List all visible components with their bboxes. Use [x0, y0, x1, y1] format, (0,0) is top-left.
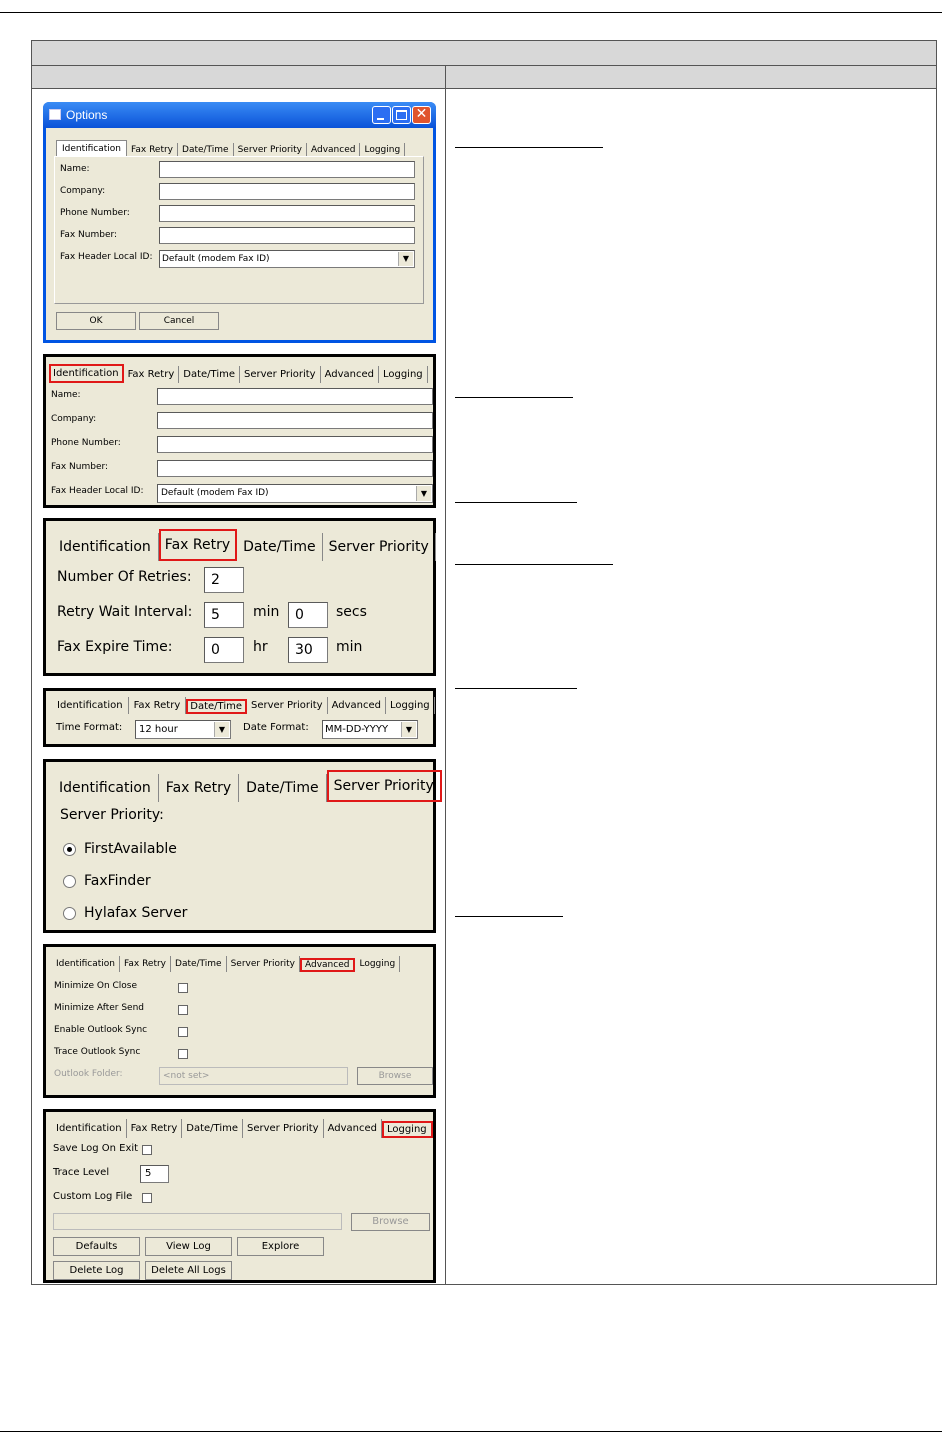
- fax-header-value: Default (modem Fax ID): [162, 254, 270, 264]
- server-priority-tabstrip: [52, 766, 442, 802]
- fax-header-value: Default (modem Fax ID): [161, 488, 269, 498]
- identification-tabstrip: [49, 361, 428, 383]
- min-label: min: [253, 604, 280, 620]
- chevron-down-icon[interactable]: ▼: [214, 722, 229, 737]
- retry-wait-secs-input[interactable]: 0: [288, 602, 328, 628]
- tab-identification[interactable]: Identification: [52, 533, 159, 561]
- window-titlebar[interactable]: [43, 102, 436, 128]
- ok-button[interactable]: OK: [56, 312, 136, 330]
- save-log-label: Save Log On Exit: [53, 1143, 139, 1154]
- company-label: Company:: [60, 186, 106, 196]
- chevron-down-icon[interactable]: ▼: [398, 252, 413, 266]
- fax-header-select[interactable]: [157, 484, 433, 503]
- fax-number-input[interactable]: [159, 227, 415, 244]
- minimize-icon: [377, 118, 384, 120]
- window-title: Options: [66, 108, 108, 122]
- logging-panel: [43, 1109, 436, 1283]
- date-format-value: MM-DD-YYYY: [325, 724, 389, 735]
- tab-identification[interactable]: Identification: [52, 956, 120, 972]
- app-icon: [49, 109, 61, 120]
- phone-number-input[interactable]: [157, 436, 433, 453]
- first-available-label[interactable]: FirstAvailable: [84, 841, 177, 857]
- tab-logging[interactable]: Logging: [382, 1121, 433, 1138]
- name-label: Name:: [51, 390, 81, 400]
- name-input[interactable]: [157, 388, 433, 405]
- fax-number-label: Fax Number:: [60, 230, 118, 240]
- tab-identification[interactable]: Identification: [49, 364, 124, 383]
- delete-all-logs-button[interactable]: Delete All Logs: [145, 1261, 232, 1280]
- tab-advanced[interactable]: Advanced: [328, 697, 386, 714]
- phone-number-label: Phone Number:: [51, 438, 121, 448]
- fax-header-select[interactable]: [159, 250, 415, 268]
- maximize-icon: [396, 110, 407, 120]
- tab-advanced[interactable]: Advanced: [300, 958, 355, 972]
- secs-label: secs: [336, 604, 367, 620]
- section-link-underline: [455, 397, 573, 398]
- hylafax-server-label[interactable]: Hylafax Server: [84, 905, 188, 921]
- trace-level-label: Trace Level: [53, 1167, 110, 1178]
- server-priority-panel: [43, 759, 436, 933]
- chevron-down-icon[interactable]: ▼: [401, 722, 416, 737]
- close-button[interactable]: [412, 106, 431, 124]
- fax-retry-tabstrip: [52, 525, 436, 561]
- retry-wait-label: Retry Wait Interval:: [57, 604, 193, 620]
- tab-logging[interactable]: Logging: [386, 697, 435, 714]
- tab-server-priority[interactable]: Server Priority: [327, 770, 442, 802]
- tab-fax-retry[interactable]: Fax Retry: [127, 1119, 183, 1138]
- tab-logging[interactable]: Logging: [355, 956, 400, 972]
- section-link-underline: [455, 502, 577, 503]
- section-link-underline: [455, 916, 563, 917]
- enable-outlook-sync-label: Enable Outlook Sync: [54, 1025, 148, 1035]
- tab-advanced[interactable]: Advanced: [321, 366, 379, 383]
- fax-retry-panel: [43, 518, 436, 676]
- radio-faxfinder[interactable]: [63, 875, 76, 888]
- retry-wait-min-input[interactable]: 5: [204, 602, 244, 628]
- tab-advanced[interactable]: Advanced: [324, 1119, 382, 1138]
- time-format-label: Time Format:: [56, 722, 123, 733]
- tab-server-priority[interactable]: Server Priority: [240, 366, 321, 383]
- tab-server-priority[interactable]: Server Priority: [243, 1119, 324, 1138]
- time-format-value: 12 hour: [139, 724, 178, 735]
- tab-server-priority[interactable]: Server Priority: [227, 956, 300, 972]
- chevron-down-icon[interactable]: ▼: [416, 486, 431, 501]
- header-rule: [0, 12, 942, 13]
- minimize-after-send-label: Minimize After Send: [54, 1003, 144, 1013]
- table-title-row: [32, 41, 936, 66]
- fax-header-label: Fax Header Local ID:: [60, 252, 153, 262]
- date-time-panel: [43, 688, 436, 747]
- column-divider: [445, 66, 446, 1284]
- phone-number-label: Phone Number:: [60, 208, 130, 218]
- tab-server-priority[interactable]: Server Priority: [247, 697, 328, 714]
- date-format-select[interactable]: [322, 720, 418, 739]
- tab-logging[interactable]: Logging: [360, 143, 405, 157]
- logging-tabstrip: [52, 1116, 433, 1138]
- company-input[interactable]: [159, 183, 415, 200]
- date-format-label: Date Format:: [243, 722, 309, 733]
- table-header-row: [32, 66, 936, 89]
- fax-expire-label: Fax Expire Time:: [57, 639, 173, 655]
- date-time-tabstrip: [52, 694, 435, 714]
- fax-number-label: Fax Number:: [51, 462, 109, 472]
- delete-log-button[interactable]: Delete Log: [53, 1261, 140, 1280]
- trace-outlook-sync-label: Trace Outlook Sync: [54, 1047, 141, 1057]
- fax-expire-min-input[interactable]: 30: [288, 637, 328, 663]
- tab-server-priority[interactable]: Server Priority: [234, 143, 307, 157]
- tab-server-priority[interactable]: Server Priority: [323, 533, 436, 561]
- tab-fax-retry[interactable]: Fax Retry: [159, 774, 239, 802]
- close-icon: ✕: [415, 106, 428, 122]
- fax-number-input[interactable]: [157, 460, 433, 477]
- defaults-button[interactable]: Defaults: [53, 1237, 140, 1256]
- options-tabstrip: [56, 137, 405, 157]
- browse-button[interactable]: Browse: [351, 1213, 430, 1231]
- minimize-on-close-label: Minimize On Close: [54, 981, 138, 991]
- server-priority-heading: Server Priority:: [60, 807, 164, 823]
- cancel-button[interactable]: Cancel: [139, 312, 219, 330]
- window-body: [46, 128, 433, 340]
- section-link-underline: [455, 564, 613, 565]
- tab-fax-retry[interactable]: Fax Retry: [120, 956, 171, 972]
- minimize-on-close-checkbox[interactable]: [178, 983, 188, 993]
- radio-first-available[interactable]: [63, 843, 76, 856]
- name-label: Name:: [60, 164, 90, 174]
- advanced-panel: [43, 944, 436, 1098]
- tab-date-time[interactable]: Date/Time: [171, 956, 227, 972]
- maximize-button[interactable]: [392, 106, 411, 124]
- footer-rule: [0, 1431, 942, 1432]
- tab-identification[interactable]: Identification: [52, 774, 159, 802]
- trace-level-input[interactable]: 5: [140, 1165, 169, 1183]
- tab-date-time[interactable]: Date/Time: [178, 143, 234, 157]
- faxfinder-label[interactable]: FaxFinder: [84, 873, 151, 889]
- retries-label: Number Of Retries:: [57, 569, 192, 585]
- options-window: [43, 102, 436, 343]
- min-label: min: [336, 639, 363, 655]
- advanced-tabstrip: [52, 952, 400, 972]
- tab-identification[interactable]: Identification: [52, 697, 129, 714]
- tab-identification[interactable]: Identification: [52, 1119, 127, 1138]
- radio-hylafax-server[interactable]: [63, 907, 76, 920]
- tab-date-time[interactable]: Date/Time: [237, 533, 322, 561]
- tab-date-time[interactable]: Date/Time: [239, 774, 326, 802]
- tab-fax-retry[interactable]: Fax Retry: [129, 697, 187, 714]
- fax-header-label: Fax Header Local ID:: [51, 486, 144, 496]
- tab-advanced[interactable]: Advanced: [307, 143, 360, 157]
- tab-date-time[interactable]: Date/Time: [179, 366, 240, 383]
- tab-date-time[interactable]: Date/Time: [182, 1119, 243, 1138]
- identification-panel: [43, 354, 436, 508]
- tab-logging[interactable]: Logging: [379, 366, 428, 383]
- tab-fax-retry[interactable]: Fax Retry: [124, 366, 180, 383]
- tab-fax-retry[interactable]: Fax Retry: [159, 529, 237, 561]
- outlook-folder-input: <not set>: [159, 1067, 348, 1085]
- retries-input[interactable]: 2: [204, 567, 244, 593]
- view-log-button[interactable]: View Log: [145, 1237, 232, 1256]
- hr-label: hr: [253, 639, 268, 655]
- minimize-button[interactable]: [372, 106, 391, 124]
- outlook-folder-label: Outlook Folder:: [54, 1069, 123, 1079]
- company-input[interactable]: [157, 412, 433, 429]
- save-log-checkbox[interactable]: [142, 1145, 152, 1155]
- custom-log-path-input: [53, 1213, 342, 1230]
- enable-outlook-sync-checkbox[interactable]: [178, 1027, 188, 1037]
- trace-outlook-sync-checkbox[interactable]: [178, 1049, 188, 1059]
- custom-log-checkbox[interactable]: [142, 1193, 152, 1203]
- time-format-select[interactable]: [135, 720, 231, 739]
- phone-number-input[interactable]: [159, 205, 415, 222]
- fax-expire-hr-input[interactable]: 0: [204, 637, 244, 663]
- custom-log-label: Custom Log File: [53, 1191, 133, 1202]
- browse-button[interactable]: Browse: [357, 1067, 433, 1085]
- section-link-underline: [455, 147, 603, 148]
- tab-identification[interactable]: Identification: [56, 140, 127, 157]
- name-input[interactable]: [159, 161, 415, 178]
- company-label: Company:: [51, 414, 97, 424]
- tab-fax-retry[interactable]: Fax Retry: [127, 143, 178, 157]
- tab-date-time[interactable]: Date/Time: [186, 699, 247, 714]
- section-link-underline: [455, 688, 577, 689]
- explore-button[interactable]: Explore: [237, 1237, 324, 1256]
- minimize-after-send-checkbox[interactable]: [178, 1005, 188, 1015]
